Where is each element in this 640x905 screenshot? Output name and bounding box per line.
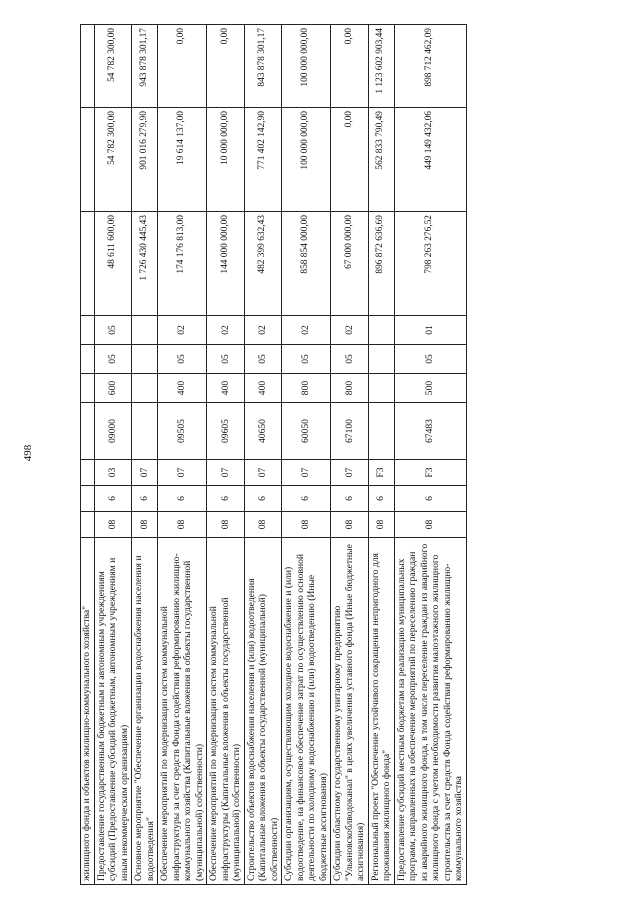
code-event [81,460,95,486]
code-direction [132,403,158,460]
amount-year1: 1 726 430 445,43 [132,212,158,316]
code-expense-type: 500 [394,374,466,403]
code-event: 07 [282,460,331,486]
page-number: 498 [22,444,34,462]
code-subprogram [81,486,95,512]
amount-year1 [81,212,95,316]
table-row [158,25,207,885]
code-subsection: 02 [158,316,207,345]
row-description: Обеспечение мероприятий по модернизации систем коммунальной инфраструктуры (Капитальные вложения в объекты государственной (муниципальной) собственности) [207,538,245,885]
amount-year1: 858 854 000,00 [282,212,331,316]
code-direction: 09505 [158,403,207,460]
amount-year3: 843 878 301,17 [244,25,282,108]
code-event: 03 [94,460,132,486]
code-section: 05 [331,345,369,374]
amount-year2: 10 000 000,00 [207,108,245,212]
amount-year3: 943 878 301,17 [132,25,158,108]
row-description: Предоставление государственным бюджетным и автономным учреждениям субсидий (Предоставление субсидий бюджетным, автономным учреждениям и иным некоммерческим организациям) [94,538,132,885]
amount-year3: 54 782 300,00 [94,25,132,108]
code-expense-type [368,374,394,403]
code-subprogram: 6 [244,486,282,512]
row-description: жилищного фонда и объектов жилищно-коммунального хозяйства" [81,538,95,885]
table-row [132,25,158,885]
amount-year1: 144 000 000,00 [207,212,245,316]
code-program: 08 [94,512,132,538]
code-direction: 60050 [282,403,331,460]
code-program: 08 [282,512,331,538]
code-subprogram: 6 [207,486,245,512]
budget-table [80,24,467,885]
code-expense-type: 400 [158,374,207,403]
code-subprogram: 6 [331,486,369,512]
amount-year1: 67 000 000,00 [331,212,369,316]
amount-year2: 0,00 [331,108,369,212]
code-subprogram: 6 [132,486,158,512]
code-section: 05 [282,345,331,374]
amount-year1: 482 399 632,43 [244,212,282,316]
code-program: 08 [132,512,158,538]
table-row [244,25,282,885]
amount-year2: 449 149 432,06 [394,108,466,212]
amount-year1: 174 176 813,00 [158,212,207,316]
code-direction [368,403,394,460]
amount-year1: 896 872 636,69 [368,212,394,316]
amount-year3 [81,25,95,108]
table-row [207,25,245,885]
code-expense-type [81,374,95,403]
code-subsection: 05 [94,316,132,345]
code-expense-type: 600 [94,374,132,403]
code-subprogram: 6 [394,486,466,512]
table-row [81,25,95,885]
amount-year3: 0,00 [207,25,245,108]
amount-year3: 0,00 [331,25,369,108]
amount-year3: 100 000 000,00 [282,25,331,108]
code-expense-type: 800 [331,374,369,403]
page-number-box [18,438,38,468]
budget-table-rotated [80,24,467,885]
code-program: 08 [331,512,369,538]
table-row [331,25,369,885]
amount-year3: 898 712 462,09 [394,25,466,108]
table-row [368,25,394,885]
code-section: 05 [394,345,466,374]
budget-table-body [81,25,467,885]
code-direction: 40650 [244,403,282,460]
code-subprogram: 6 [158,486,207,512]
code-section [132,345,158,374]
amount-year1: 798 263 276,52 [394,212,466,316]
code-expense-type: 400 [244,374,282,403]
code-section [368,345,394,374]
code-event: 07 [244,460,282,486]
code-event: 07 [207,460,245,486]
code-direction: 67483 [394,403,466,460]
code-subsection: 01 [394,316,466,345]
code-event: F3 [368,460,394,486]
table-row [282,25,331,885]
code-subsection [81,316,95,345]
code-program: 08 [394,512,466,538]
code-program: 08 [207,512,245,538]
code-section [81,345,95,374]
row-description: Субсидии областному государственному унитарному предприятию "Ульяновскоблводоканал" в целях увеличения уставного фонда (Иные бюджетные ассигнования) [331,538,369,885]
code-direction [81,403,95,460]
code-section: 05 [244,345,282,374]
code-program: 08 [368,512,394,538]
code-program: 08 [158,512,207,538]
code-subsection: 02 [331,316,369,345]
row-description: Предоставление субсидий местным бюджетам на реализацию муниципальных программ, направленных на обеспечение мероприятий по переселению граждан из аварийного жилищного фонда, в том числе переселение граждан из аварийного жилищного фонда с учетом необходимости развития малоэтажного жилищного строительства за счет средств Фонда содействия реформированию жилищно-коммунального хозяйства [394,538,466,885]
code-expense-type: 800 [282,374,331,403]
code-expense-type [132,374,158,403]
code-event: 07 [331,460,369,486]
amount-year2: 901 016 279,90 [132,108,158,212]
code-direction: 09000 [94,403,132,460]
code-section: 05 [158,345,207,374]
table-row [94,25,132,885]
code-subsection: 02 [207,316,245,345]
code-program: 08 [244,512,282,538]
row-description: Строительство объектов водоснабжения населения и (или) водоотведения (Капитальные вложения в объекты государственной (муниципальной) собственности) [244,538,282,885]
table-row [394,25,466,885]
row-description: Субсидии организациям, осуществляющим холодное водоснабжение и (или) водоотведение, на финансовое обеспечение затрат по осуществлению основной деятельности по холодному водоснабжению и (или) водоотведению (Иные бюджетные ассигнования) [282,538,331,885]
code-event: F3 [394,460,466,486]
code-program [81,512,95,538]
amount-year2 [81,108,95,212]
amount-year2: 562 833 790,49 [368,108,394,212]
row-description: Региональный проект "Обеспечение устойчивого сокращения непригодного для проживания жилищного фонда" [368,538,394,885]
amount-year2: 100 000 000,00 [282,108,331,212]
code-section: 05 [207,345,245,374]
code-direction: 67100 [331,403,369,460]
amount-year2: 19 614 137,00 [158,108,207,212]
code-subprogram: 6 [94,486,132,512]
amount-year3: 0,00 [158,25,207,108]
code-section: 05 [94,345,132,374]
amount-year2: 771 402 142,90 [244,108,282,212]
code-subsection: 02 [244,316,282,345]
code-subsection: 02 [282,316,331,345]
code-event: 07 [132,460,158,486]
code-event: 07 [158,460,207,486]
code-subsection [368,316,394,345]
row-description: Обеспечение мероприятий по модернизации систем коммунальной инфраструктуры за счет средств Фонда содействия реформированию жилищно-коммунального хозяйства (Капитальные вложения в объекты государственной (муниципальной) собственности) [158,538,207,885]
code-subprogram: 6 [282,486,331,512]
amount-year2: 54 782 300,00 [94,108,132,212]
code-direction: 09605 [207,403,245,460]
code-expense-type: 400 [207,374,245,403]
amount-year3: 1 123 602 903,44 [368,25,394,108]
code-subprogram: 6 [368,486,394,512]
amount-year1: 48 611 600,00 [94,212,132,316]
code-subsection [132,316,158,345]
row-description: Основное мероприятие "Обеспечение организации водоснабжения населения и водоотведения" [132,538,158,885]
